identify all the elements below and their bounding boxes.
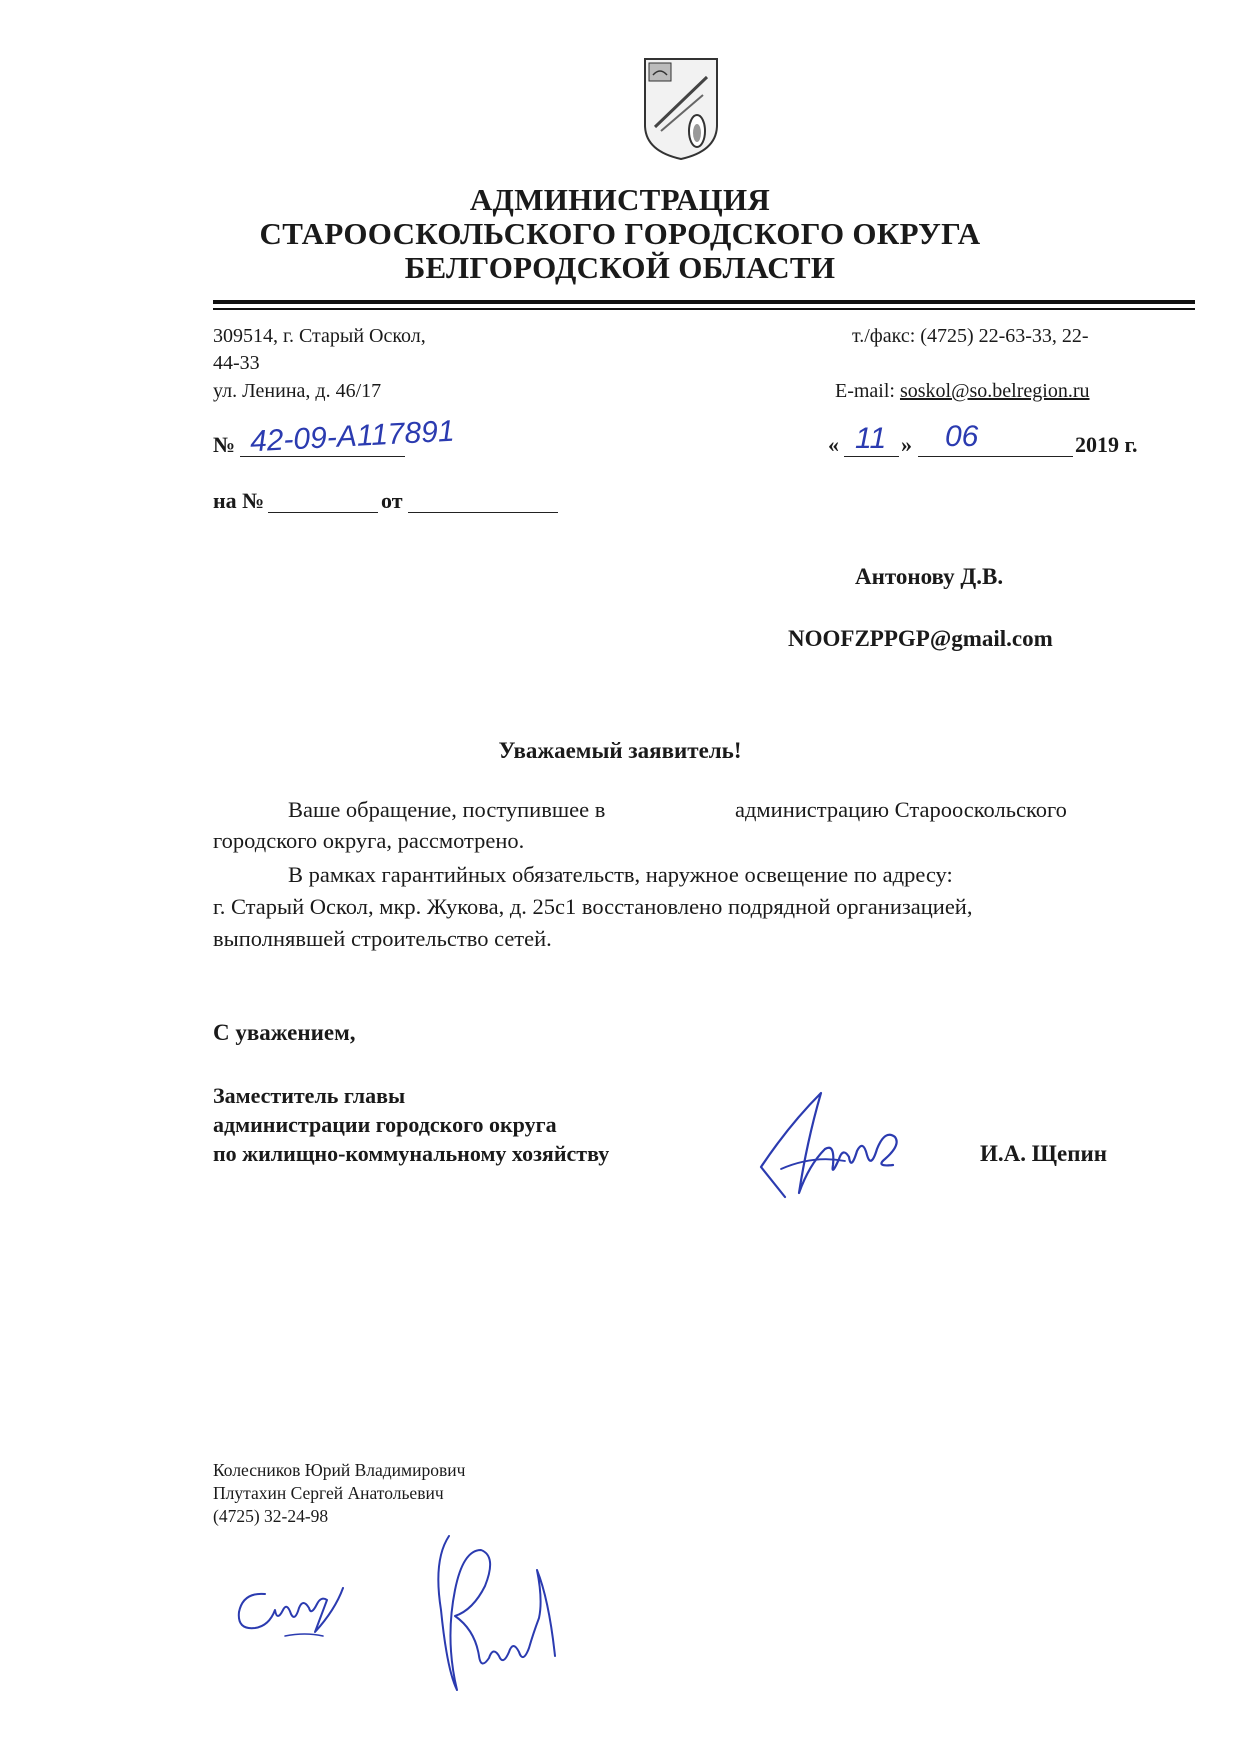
- org-email-link[interactable]: soskol@so.belregion.ru: [899, 380, 1090, 402]
- body-p1-line1-right: администрацию Старооскольского: [735, 797, 1067, 822]
- address-line-3: ул. Ленина, д. 46/17: [213, 380, 382, 402]
- ref-number-underline: [268, 512, 378, 513]
- body-p2-line2: г. Старый Оскол, мкр. Жукова, д. 25с1 восстановлено подрядной организацией,: [213, 894, 973, 919]
- position-line-3: по жилищно-коммунальному хозяйству: [213, 1141, 610, 1166]
- body-p2-line1: В рамках гарантийных обязательств, наружное освещение по адресу:: [288, 862, 953, 887]
- signatory-name: И.А. Щепин: [980, 1141, 1107, 1166]
- coat-of-arms-icon: [641, 55, 721, 161]
- executor-line-2: Плутахин Сергей Анатольевич: [213, 1483, 444, 1503]
- org-title-line-2: СТАРООСКОЛЬСКОГО ГОРОДСКОГО ОКРУГА: [259, 216, 981, 251]
- executor-phone: (4725) 32-24-98: [213, 1506, 329, 1526]
- reg-number-label: №: [213, 432, 236, 457]
- date-month-handwritten: 06: [945, 420, 979, 453]
- ref-from-label: от: [381, 488, 403, 513]
- date-month-underline: [918, 456, 1073, 457]
- header-divider-thin: [213, 308, 1195, 310]
- org-title-line-3: БЕЛГОРОДСКОЙ ОБЛАСТИ: [404, 250, 836, 285]
- date-day-underline: [844, 456, 899, 457]
- address-line-2: 44-33: [213, 352, 260, 374]
- date-year: 2019 г.: [1075, 432, 1138, 457]
- address-line-1: 309514, г. Старый Оскол,: [213, 325, 426, 347]
- handwritten-signature-executor-2: [415, 1520, 565, 1700]
- reg-number-handwritten: 42-09-А117891: [249, 414, 456, 459]
- salutation: Уважаемый заявитель!: [498, 738, 742, 763]
- ref-number-label: на №: [213, 488, 265, 513]
- executor-line-1: Колесников Юрий Владимирович: [213, 1460, 466, 1480]
- body-p1-line1-left: Ваше обращение, поступившее в: [288, 797, 606, 822]
- date-open-quote: «: [828, 432, 839, 457]
- handwritten-signature-main: [725, 1085, 925, 1215]
- position-line-2: администрации городского округа: [213, 1112, 557, 1137]
- closing-regards: С уважением,: [213, 1020, 356, 1045]
- date-close-quote: »: [901, 432, 912, 457]
- header-divider-thick: [213, 300, 1195, 304]
- recipient-name: Антонову Д.В.: [855, 564, 1004, 589]
- phone-fax: т./факс: (4725) 22-63-33, 22-: [852, 325, 1089, 347]
- email-label: E-mail:: [835, 380, 900, 402]
- position-line-1: Заместитель главы: [213, 1083, 406, 1108]
- date-day-handwritten: 11: [855, 422, 887, 455]
- email-line: [835, 380, 1090, 403]
- handwritten-signature-executor-1: [225, 1570, 355, 1650]
- recipient-email: NOOFZPPGP@gmail.com: [788, 626, 1053, 651]
- org-title-line-1: АДМИНИСТРАЦИЯ: [469, 182, 771, 217]
- body-p1-line2: городского округа, рассмотрено.: [213, 828, 525, 853]
- ref-from-underline: [408, 512, 558, 513]
- body-p2-line3: выполнявшей строительство сетей.: [213, 926, 552, 951]
